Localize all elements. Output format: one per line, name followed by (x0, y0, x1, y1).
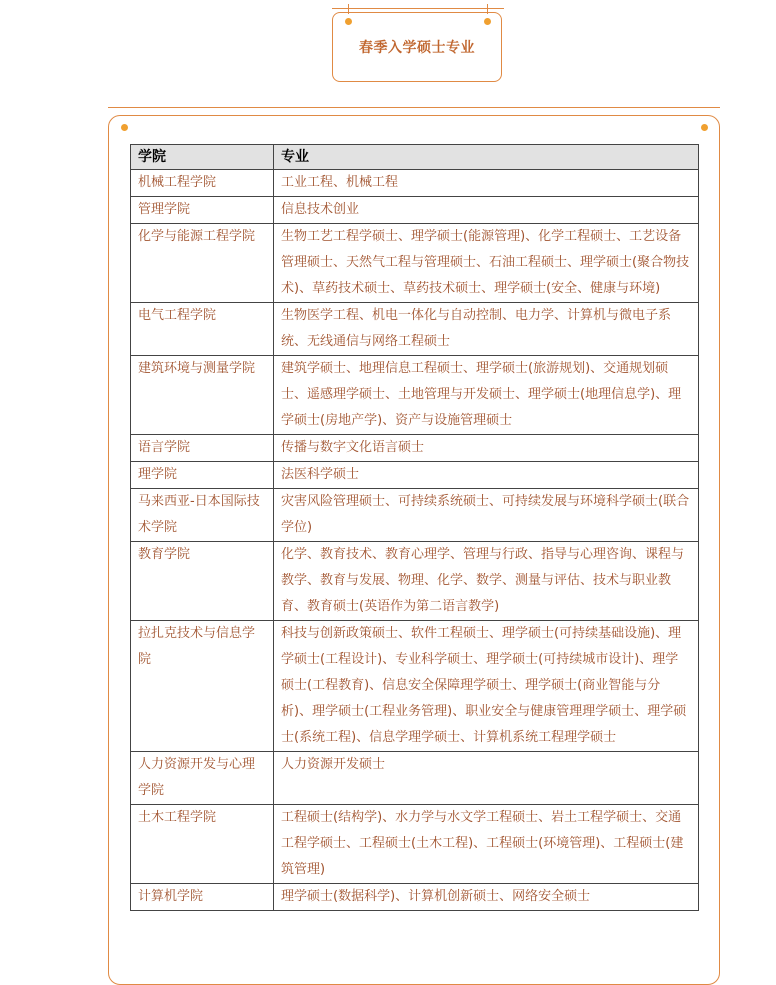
college-cell: 人力资源开发与心理学院 (131, 752, 274, 805)
college-cell: 拉扎克技术与信息学院 (131, 621, 274, 752)
title-left-dot (345, 18, 352, 25)
title-banner (332, 4, 504, 82)
majors-cell: 工程硕士(结构学)、水力学与水文学工程硕士、岩土工程学硕士、交通工程学硕士、工程硕士(土木工程)、工程硕士(环境管理)、工程硕士(建筑管理) (274, 805, 699, 884)
majors-cell: 信息技术创业 (274, 197, 699, 224)
college-cell: 机械工程学院 (131, 170, 274, 197)
table-row (131, 356, 699, 435)
college-cell: 建筑环境与测量学院 (131, 356, 274, 435)
table-header-row (131, 145, 699, 170)
table-row (131, 170, 699, 197)
college-cell: 马来西亚-日本国际技术学院 (131, 489, 274, 542)
title-top-line (332, 8, 504, 9)
majors-cell: 灾害风险管理硕士、可持续系统硕士、可持续发展与环境科学硕士(联合学位) (274, 489, 699, 542)
majors-table (130, 144, 699, 911)
college-cell: 理学院 (131, 462, 274, 489)
table-row (131, 621, 699, 752)
table-row (131, 197, 699, 224)
table-row (131, 303, 699, 356)
frame-right-dot (701, 124, 708, 131)
college-cell: 电气工程学院 (131, 303, 274, 356)
table-row (131, 805, 699, 884)
majors-cell: 建筑学硕士、地理信息工程硕士、理学硕士(旅游规划)、交通规划硕士、遥感理学硕士、土地管理与开发硕士、理学硕士(地理信息学)、理学硕士(房地产学)、资产与设施管理硕士 (274, 356, 699, 435)
majors-cell: 科技与创新政策硕士、软件工程硕士、理学硕士(可持续基础设施)、理学硕士(工程设计)、专业科学硕士、理学硕士(可持续城市设计)、理学硕士(工程教育)、信息安全保障理学硕士、理学硕士(商业智能与分析)、理学硕士(工程业务管理)、职业安全与健康管理理学硕士、理学硕士(系统工程)、信息学理学硕士、计算机系统工程理学硕士 (274, 621, 699, 752)
table-row (131, 542, 699, 621)
majors-cell: 法医科学硕士 (274, 462, 699, 489)
college-cell: 语言学院 (131, 435, 274, 462)
majors-cell: 工业工程、机械工程 (274, 170, 699, 197)
college-cell: 管理学院 (131, 197, 274, 224)
majors-cell: 生物医学工程、机电一体化与自动控制、电力学、计算机与微电子系统、无线通信与网络工程硕士 (274, 303, 699, 356)
college-cell: 教育学院 (131, 542, 274, 621)
header-majors: 专业 (274, 145, 699, 170)
majors-cell: 传播与数字文化语言硕士 (274, 435, 699, 462)
page-title: 春季入学硕士专业 (359, 40, 475, 56)
table-row (131, 752, 699, 805)
title-box (332, 12, 502, 82)
table-row (131, 462, 699, 489)
title-right-dot (484, 18, 491, 25)
college-cell: 计算机学院 (131, 884, 274, 911)
table-row (131, 435, 699, 462)
college-cell: 化学与能源工程学院 (131, 224, 274, 303)
majors-cell: 生物工艺工程学硕士、理学硕士(能源管理)、化学工程硕士、工艺设备管理硕士、天然气工程与管理硕士、石油工程硕士、理学硕士(聚合物技术)、草药技术硕士、草药技术硕士、理学硕士(安全、健康与环境) (274, 224, 699, 303)
college-cell: 土木工程学院 (131, 805, 274, 884)
frame-left-dot (121, 124, 128, 131)
majors-cell: 人力资源开发硕士 (274, 752, 699, 805)
majors-cell: 理学硕士(数据科学)、计算机创新硕士、网络安全硕士 (274, 884, 699, 911)
majors-cell: 化学、教育技术、教育心理学、管理与行政、指导与心理咨询、课程与教学、教育与发展、物理、化学、数学、测量与评估、技术与职业教育、教育硕士(英语作为第二语言教学) (274, 542, 699, 621)
header-college: 学院 (131, 145, 274, 170)
table-row (131, 224, 699, 303)
table-row (131, 489, 699, 542)
frame-top-line (108, 107, 720, 108)
table-row (131, 884, 699, 911)
